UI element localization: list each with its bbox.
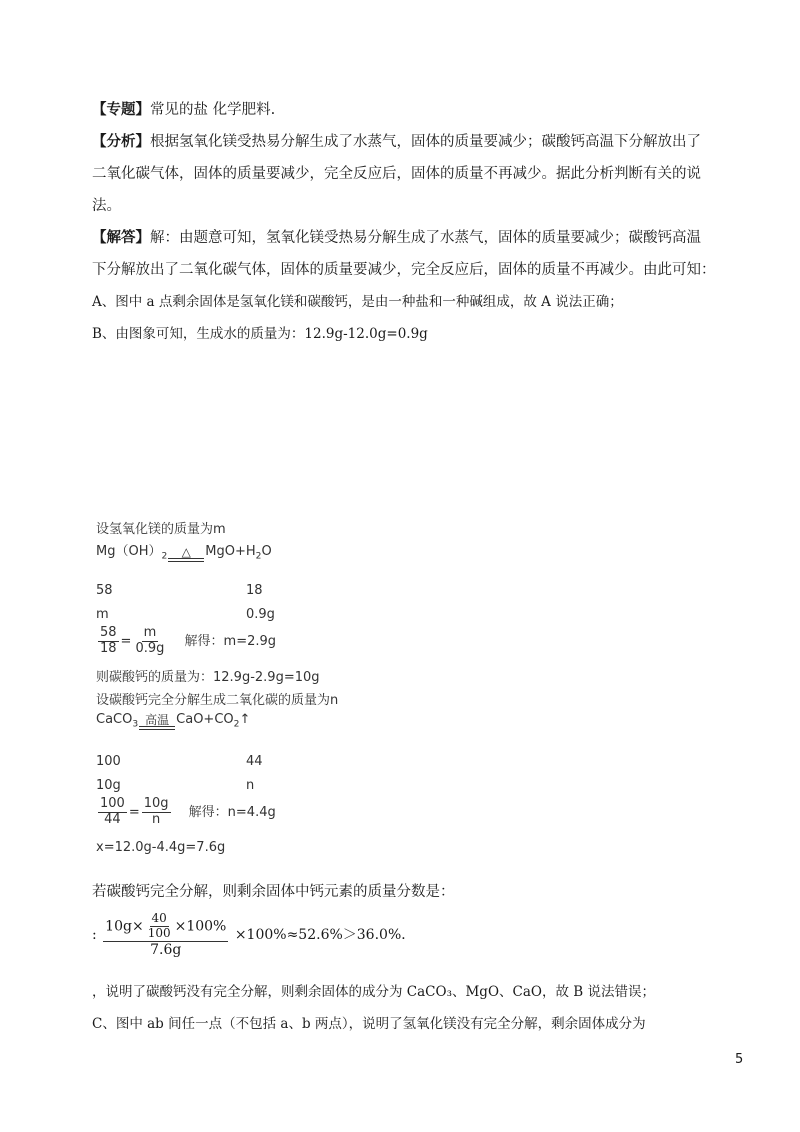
eq1-left-sub: 2: [161, 551, 168, 562]
eq1-left: Mg（OH）: [96, 544, 162, 559]
topic-line: [92, 98, 275, 119]
frac-num: 10g: [143, 796, 169, 811]
answer-tag: 【解答】: [92, 229, 150, 246]
ratio-row-1-left: 58: [96, 583, 113, 598]
formula-after: ×100%≈52.6%＞36.0%．: [234, 926, 416, 943]
eq2-right-b: ↑: [239, 712, 251, 727]
inner-num: 40: [151, 911, 167, 925]
formula-prefix: :: [92, 926, 97, 943]
big-num-b: ×100%: [174, 918, 227, 935]
answer-text-1: 解：由题意可知，氢氧化镁受热易分解生成了水蒸气，固体的质量要减少；碳酸钙高温: [150, 230, 701, 246]
eq1-right-a: MgO+H: [205, 544, 256, 559]
x-line: x=12.0g-4.4g=7.6g: [96, 840, 226, 855]
fraction-eq-2: [96, 797, 276, 828]
equation-1: [96, 540, 272, 562]
ratio-row-2-left: m: [96, 607, 109, 622]
page-number: 5: [735, 1052, 744, 1067]
eq1-condition: △: [181, 544, 191, 559]
percentage-formula: [92, 912, 415, 958]
frac-den: 18: [100, 640, 117, 656]
frac-num: 100: [100, 796, 125, 811]
topic-tag: 【专题】: [92, 101, 150, 118]
fraction-m-0.9g: [133, 626, 166, 657]
fraction-10g-n: [142, 797, 171, 828]
eq1-right-sub: 2: [255, 551, 262, 562]
eq1-condition-arrow: [168, 546, 204, 562]
result-m: 解得：m=2.9g: [184, 633, 277, 649]
equals-sign: =: [128, 804, 140, 820]
eq2-left-sub: 3: [132, 719, 139, 730]
frac-num: m: [143, 625, 157, 640]
ratio-row-3-left: 100: [96, 754, 121, 769]
conclusion-b: ，说明了碳酸钙没有完全分解，则剩余固体的成分为 CaCO₃、MgO、CaO，故 B 说法错误；: [92, 984, 655, 1000]
inner-den: 100: [147, 925, 171, 940]
fraction-58-18: [98, 626, 119, 657]
fraction-eq-1: [96, 626, 276, 657]
analysis-tag: 【分析】: [92, 133, 150, 150]
eq2-right-a: CaO+CO: [176, 712, 234, 727]
frac-den: 44: [104, 811, 121, 827]
big-fraction: [103, 912, 228, 958]
analysis-line-3: 法。: [92, 198, 121, 214]
ratio-row-2-right: 0.9g: [246, 607, 275, 622]
eq2-condition-arrow: [139, 714, 175, 730]
ratio-row-1-right: 18: [246, 583, 263, 598]
eq2-bar: [139, 726, 175, 730]
analysis-line-2: 二氧化碳气体，固体的质量要减少，完全反应后，固体的质量不再减少。据此分析判断有关的说: [92, 166, 701, 182]
equation-2: [96, 712, 250, 730]
eq2-condition: 高温: [145, 712, 170, 727]
big-frac-den: 7.6g: [150, 941, 182, 958]
frac-num: 58: [100, 625, 117, 640]
option-a: A、图中 a 点剩余固体是氢氧化镁和碳酸钙，是由一种盐和一种碱组成，故 A 说法正确；: [92, 294, 623, 310]
ratio-row-4-right: n: [246, 778, 255, 793]
option-b: B、由图象可知，生成水的质量为：12.9g-12.0g=0.9g: [92, 326, 428, 342]
analysis-text-1: 根据氢氧化镁受热易分解生成了水蒸气，固体的质量要减少；碳酸钙高温下分解放出了: [150, 134, 701, 150]
big-num-a: 10g×: [105, 918, 144, 935]
ratio-row-4-left: 10g: [96, 778, 121, 793]
set-m-line: 设氢氧化镁的质量为m: [96, 522, 226, 537]
big-frac-num: [103, 912, 228, 942]
equals-sign: =: [120, 633, 132, 649]
eq1-right-b: O: [261, 544, 272, 559]
option-c: C、图中 ab 间任一点（不包括 a、b 两点），说明了氢氧化镁没有完全分解，剩余固体成分为: [92, 1016, 646, 1032]
result-n: 解得：n=4.4g: [188, 804, 276, 820]
eq2-right-sub: 2: [233, 719, 240, 730]
analysis-line-1: [92, 130, 701, 151]
inner-fraction: [146, 912, 173, 941]
answer-line-2: 下分解放出了二氧化碳气体，固体的质量要减少，完全反应后，固体的质量不再减少。由此可知：: [92, 262, 716, 278]
answer-line-1: [92, 226, 701, 247]
frac-den: 0.9g: [135, 640, 165, 656]
frac-den: n: [152, 811, 161, 827]
ratio-row-3-right: 44: [246, 754, 263, 769]
topic-text: 常见的盐 化学肥料.: [150, 102, 276, 118]
eq2-left: CaCO: [96, 712, 133, 727]
fraction-100-44: [98, 797, 127, 828]
set-n-line: 设碳酸钙完全分解生成二氧化碳的质量为n: [96, 693, 339, 708]
eq1-bar: [168, 558, 204, 562]
if-full-line: 若碳酸钙完全分解，则剩余固体中钙元素的质量分数是：: [92, 884, 455, 900]
caco3-mass-line: 则碳酸钙的质量为：12.9g-2.9g=10g: [96, 670, 320, 685]
